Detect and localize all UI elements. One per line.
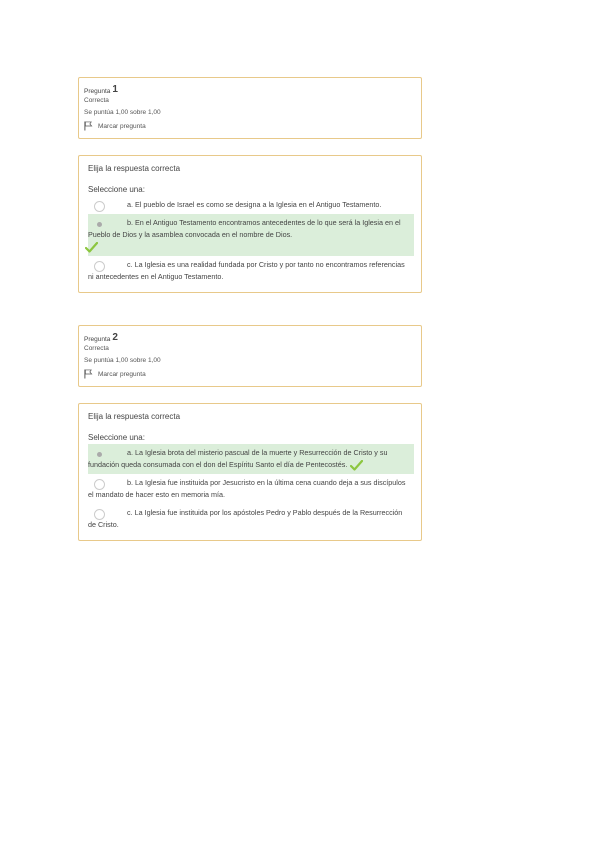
radio-button[interactable] (94, 261, 105, 272)
check-icon (350, 460, 363, 471)
answer-option-c[interactable] (88, 256, 414, 286)
answer-option-c[interactable] (88, 504, 414, 534)
radio-button-selected[interactable] (94, 219, 105, 230)
question-status: Correcta (84, 97, 109, 104)
select-prompt: Seleccione una: (88, 185, 145, 194)
flag-question-button[interactable] (84, 119, 416, 133)
radio-button-selected[interactable] (94, 449, 105, 460)
flag-icon (84, 121, 93, 131)
answer-option-text: b. La Iglesia fue instituida por Jesucristo en la última cena cuando deja a sus discípulos el mandato de hacer esto en memoria mía. (88, 478, 406, 499)
answer-option-text: c. La Iglesia fue instituida por los apóstoles Pedro y Pablo después de la Resurrección de Cristo. (88, 508, 403, 529)
question-status: Correcta (84, 345, 109, 352)
answer-option-text: b. En el Antiguo Testamento encontramos antecedentes de lo que será la Iglesia en el Pueblo de Dios y la asamblea convocada en el nombre de Dios. (88, 218, 401, 239)
question-label: Pregunta (84, 88, 111, 95)
question-text: Elija la respuesta correcta (88, 412, 181, 421)
answer-option-a[interactable] (88, 196, 414, 214)
answer-option-text: a. La Iglesia brota del misterio pascual de la muerte y Resurrección de Cristo y su fundación queda consumada con el don del Espíritu Santo el día de Pentecostés. (88, 448, 388, 469)
check-icon (85, 242, 98, 253)
select-prompt: Seleccione una: (88, 433, 145, 442)
radio-button[interactable] (94, 479, 105, 490)
question-content-2 (78, 403, 422, 541)
question-info-1 (78, 77, 422, 139)
answer-option-a[interactable] (88, 444, 414, 474)
flag-question-label: Marcar pregunta (98, 122, 146, 130)
question-content-1 (78, 155, 422, 293)
question-score: Se puntúa 1,00 sobre 1,00 (84, 109, 161, 116)
question-number: 2 (112, 332, 118, 343)
flag-icon (84, 369, 93, 379)
question-score: Se puntúa 1,00 sobre 1,00 (84, 357, 161, 364)
flag-question-button[interactable] (84, 367, 416, 381)
question-text: Elija la respuesta correcta (88, 164, 181, 173)
question-label: Pregunta (84, 336, 111, 343)
answer-option-text: a. El pueblo de Israel es como se designa a la Iglesia en el Antiguo Testamento. (127, 200, 382, 209)
radio-button[interactable] (94, 509, 105, 520)
answer-option-b[interactable] (88, 214, 414, 256)
question-info-2 (78, 325, 422, 387)
flag-question-label: Marcar pregunta (98, 370, 146, 378)
question-number: 1 (112, 84, 118, 95)
answer-option-text: c. La Iglesia es una realidad fundada por Cristo y por tanto no encontramos referencias ni antecedentes en el Antiguo Testamento. (88, 260, 405, 281)
radio-button[interactable] (94, 201, 105, 212)
answer-option-b[interactable] (88, 474, 414, 504)
